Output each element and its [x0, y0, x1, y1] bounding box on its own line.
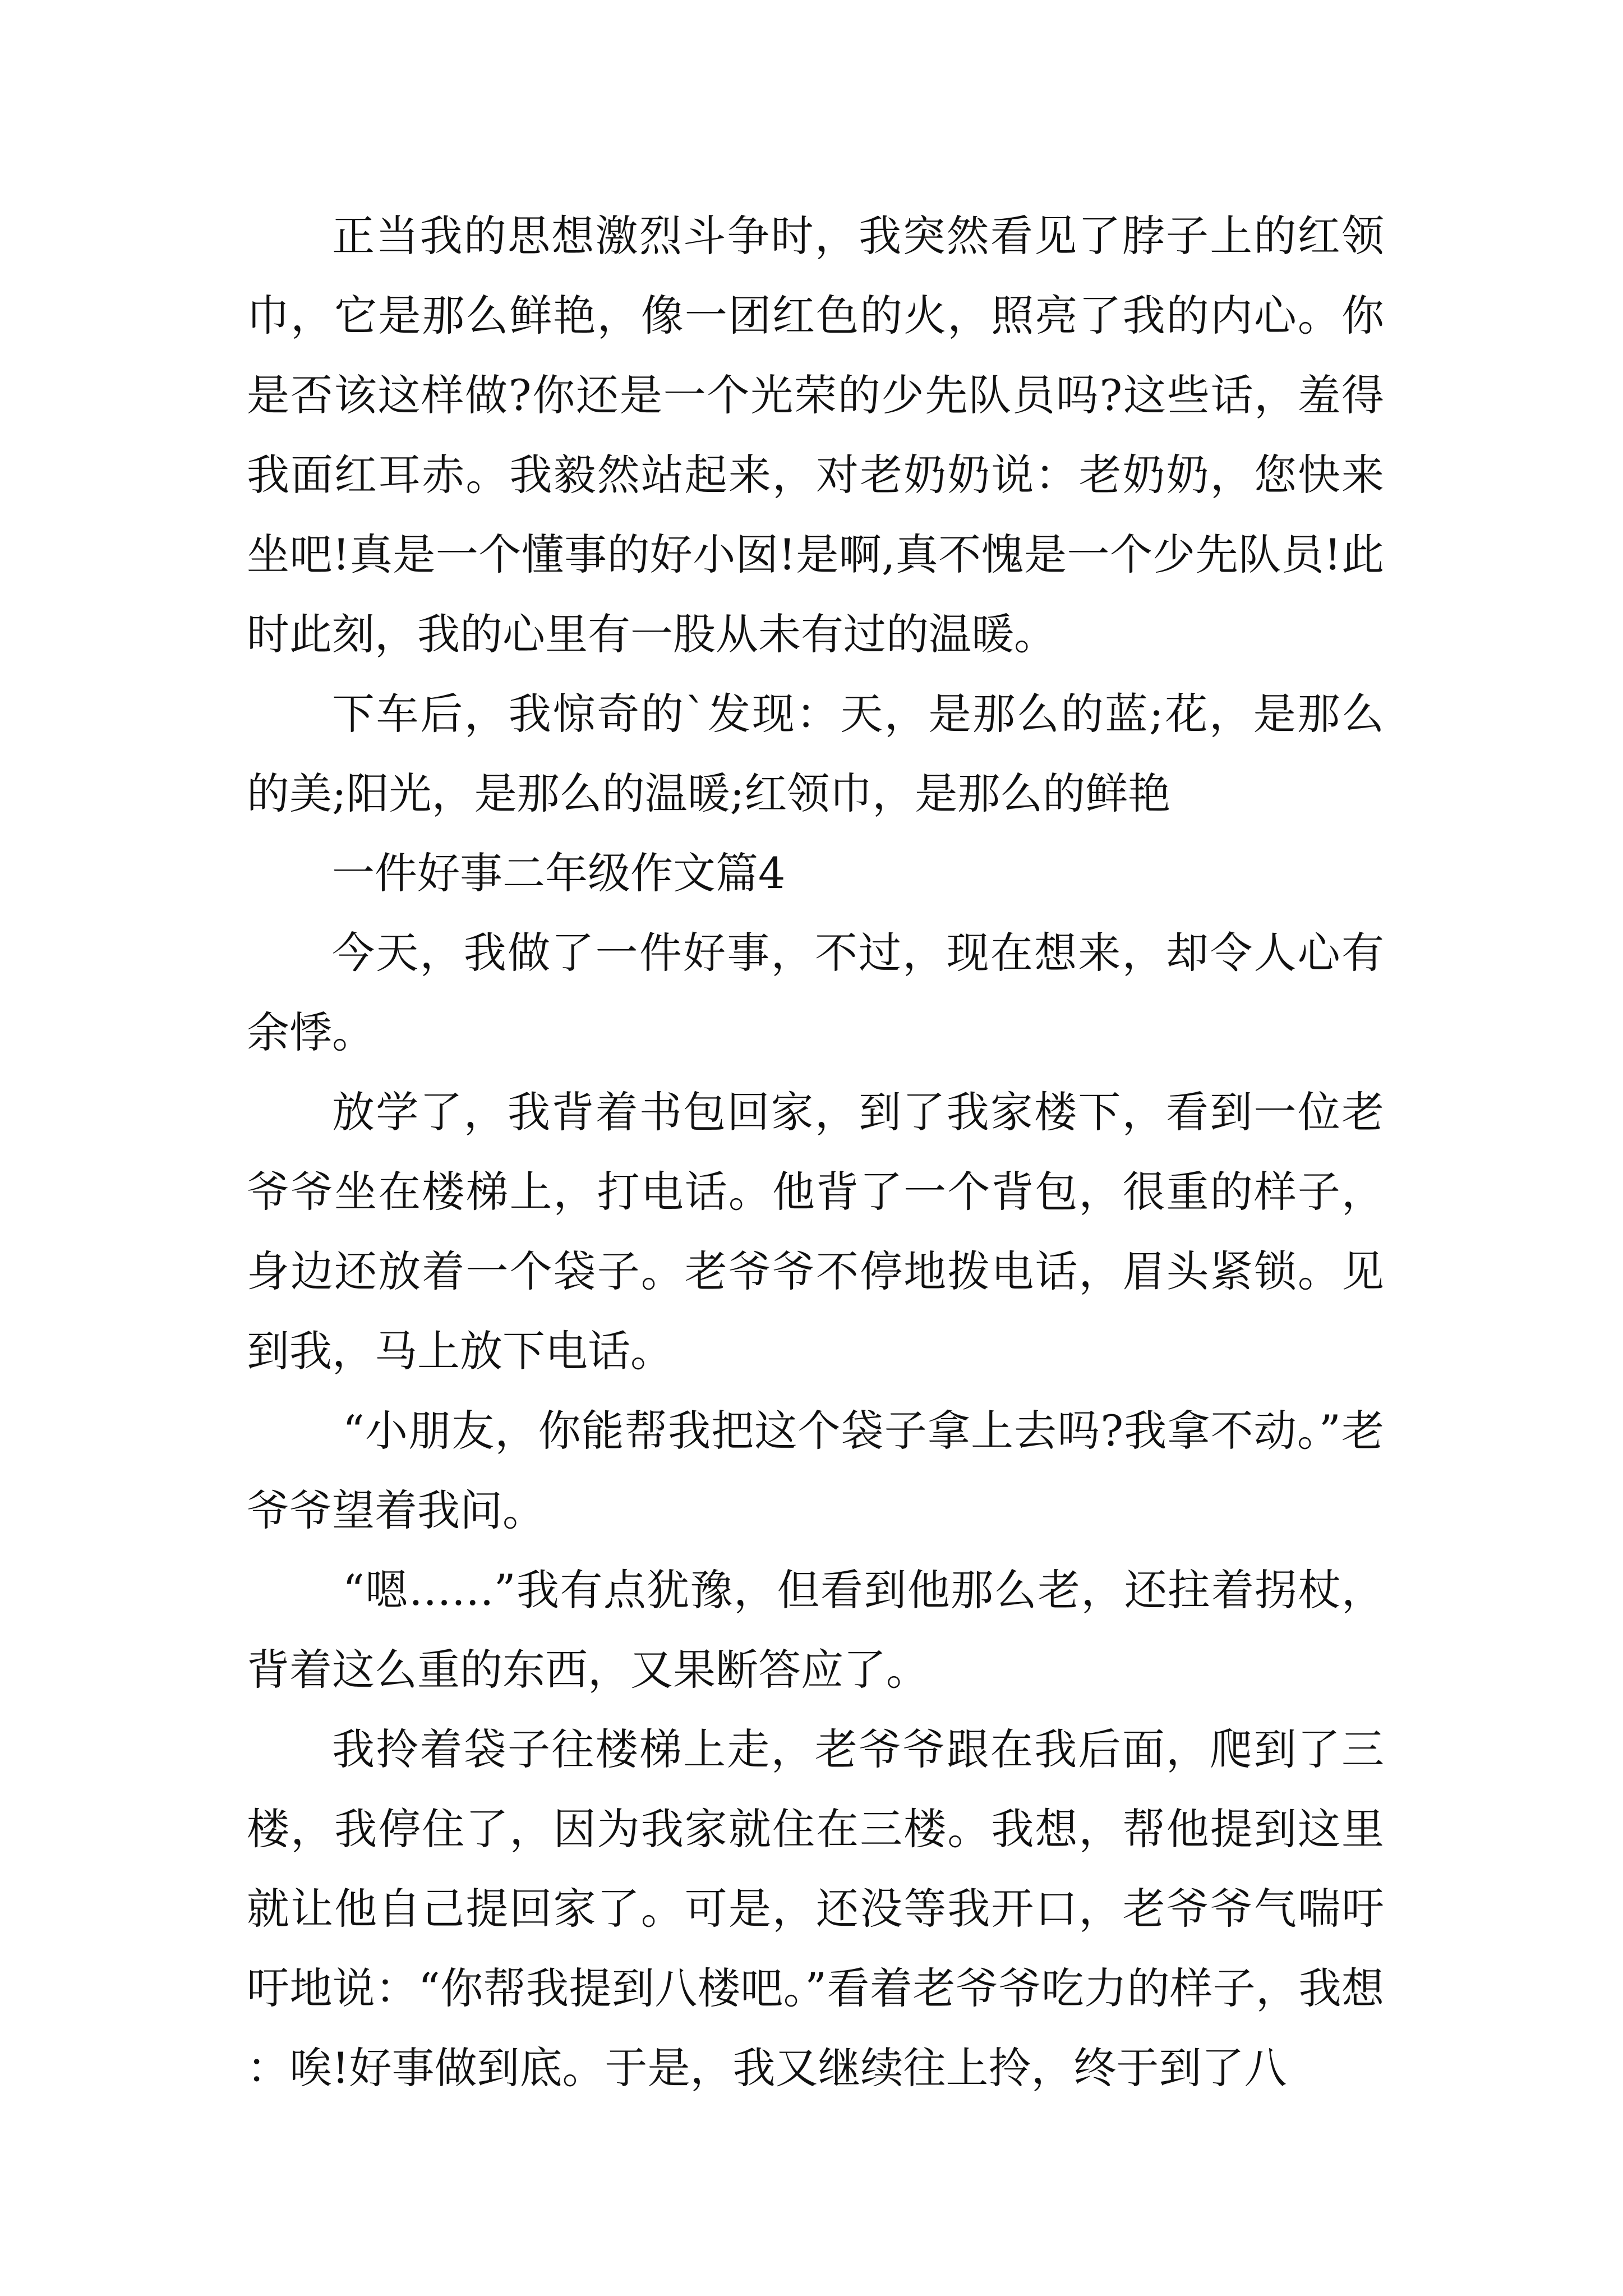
paragraph: 下车后，我惊奇的`发现：天，是那么的蓝;花，是那么的美;阳光，是那么的温暖;红领巾，是那么的鲜艳	[247, 689, 1384, 818]
dialogue-paragraph: “小朋友，你能帮我把这个袋子拿上去吗?我拿不动。”老爷爷望着我问。	[247, 1406, 1384, 1535]
section-heading: 一件好事二年级作文篇4	[332, 848, 786, 898]
paragraph: 我拎着袋子往楼梯上走，老爷爷跟在我后面，爬到了三楼，我停住了，因为我家就住在三楼。我想，帮他提到这里就让他自己提回家了。可是，还没等我开口，老爷爷气喘吁吁地说：“你帮我提到八楼吧。”看着老爷爷吃力的样子，我想：唉!好事做到底。于是，我又继续往上拎，终于到了八	[247, 1724, 1384, 2093]
dialogue-paragraph: “嗯……”我有点犹豫，但看到他那么老，还拄着拐杖，背着这么重的东西，又果断答应了。	[247, 1565, 1384, 1695]
paragraph: 放学了，我背着书包回家，到了我家楼下，看到一位老爷爷坐在楼梯上，打电话。他背了一个背包，很重的样子，身边还放着一个袋子。老爷爷不停地拨电话，眉头紧锁。见到我，马上放下电话。	[247, 1087, 1384, 1376]
document-page	[247, 196, 1384, 2108]
paragraph: 正当我的思想激烈斗争时，我突然看见了脖子上的红领巾，它是那么鲜艳，像一团红色的火，照亮了我的内心。你是否该这样做?你还是一个光荣的少先队员吗?这些话，羞得我面红耳赤。我毅然站起来，对老奶奶说：老奶奶，您快来坐吧!真是一个懂事的好小囡!是啊,真不愧是一个少先队员!此时此刻，我的心里有一股从未有过的温暖。	[247, 211, 1384, 659]
paragraph: 今天，我做了一件好事，不过，现在想来，却令人心有余悸。	[247, 928, 1384, 1057]
